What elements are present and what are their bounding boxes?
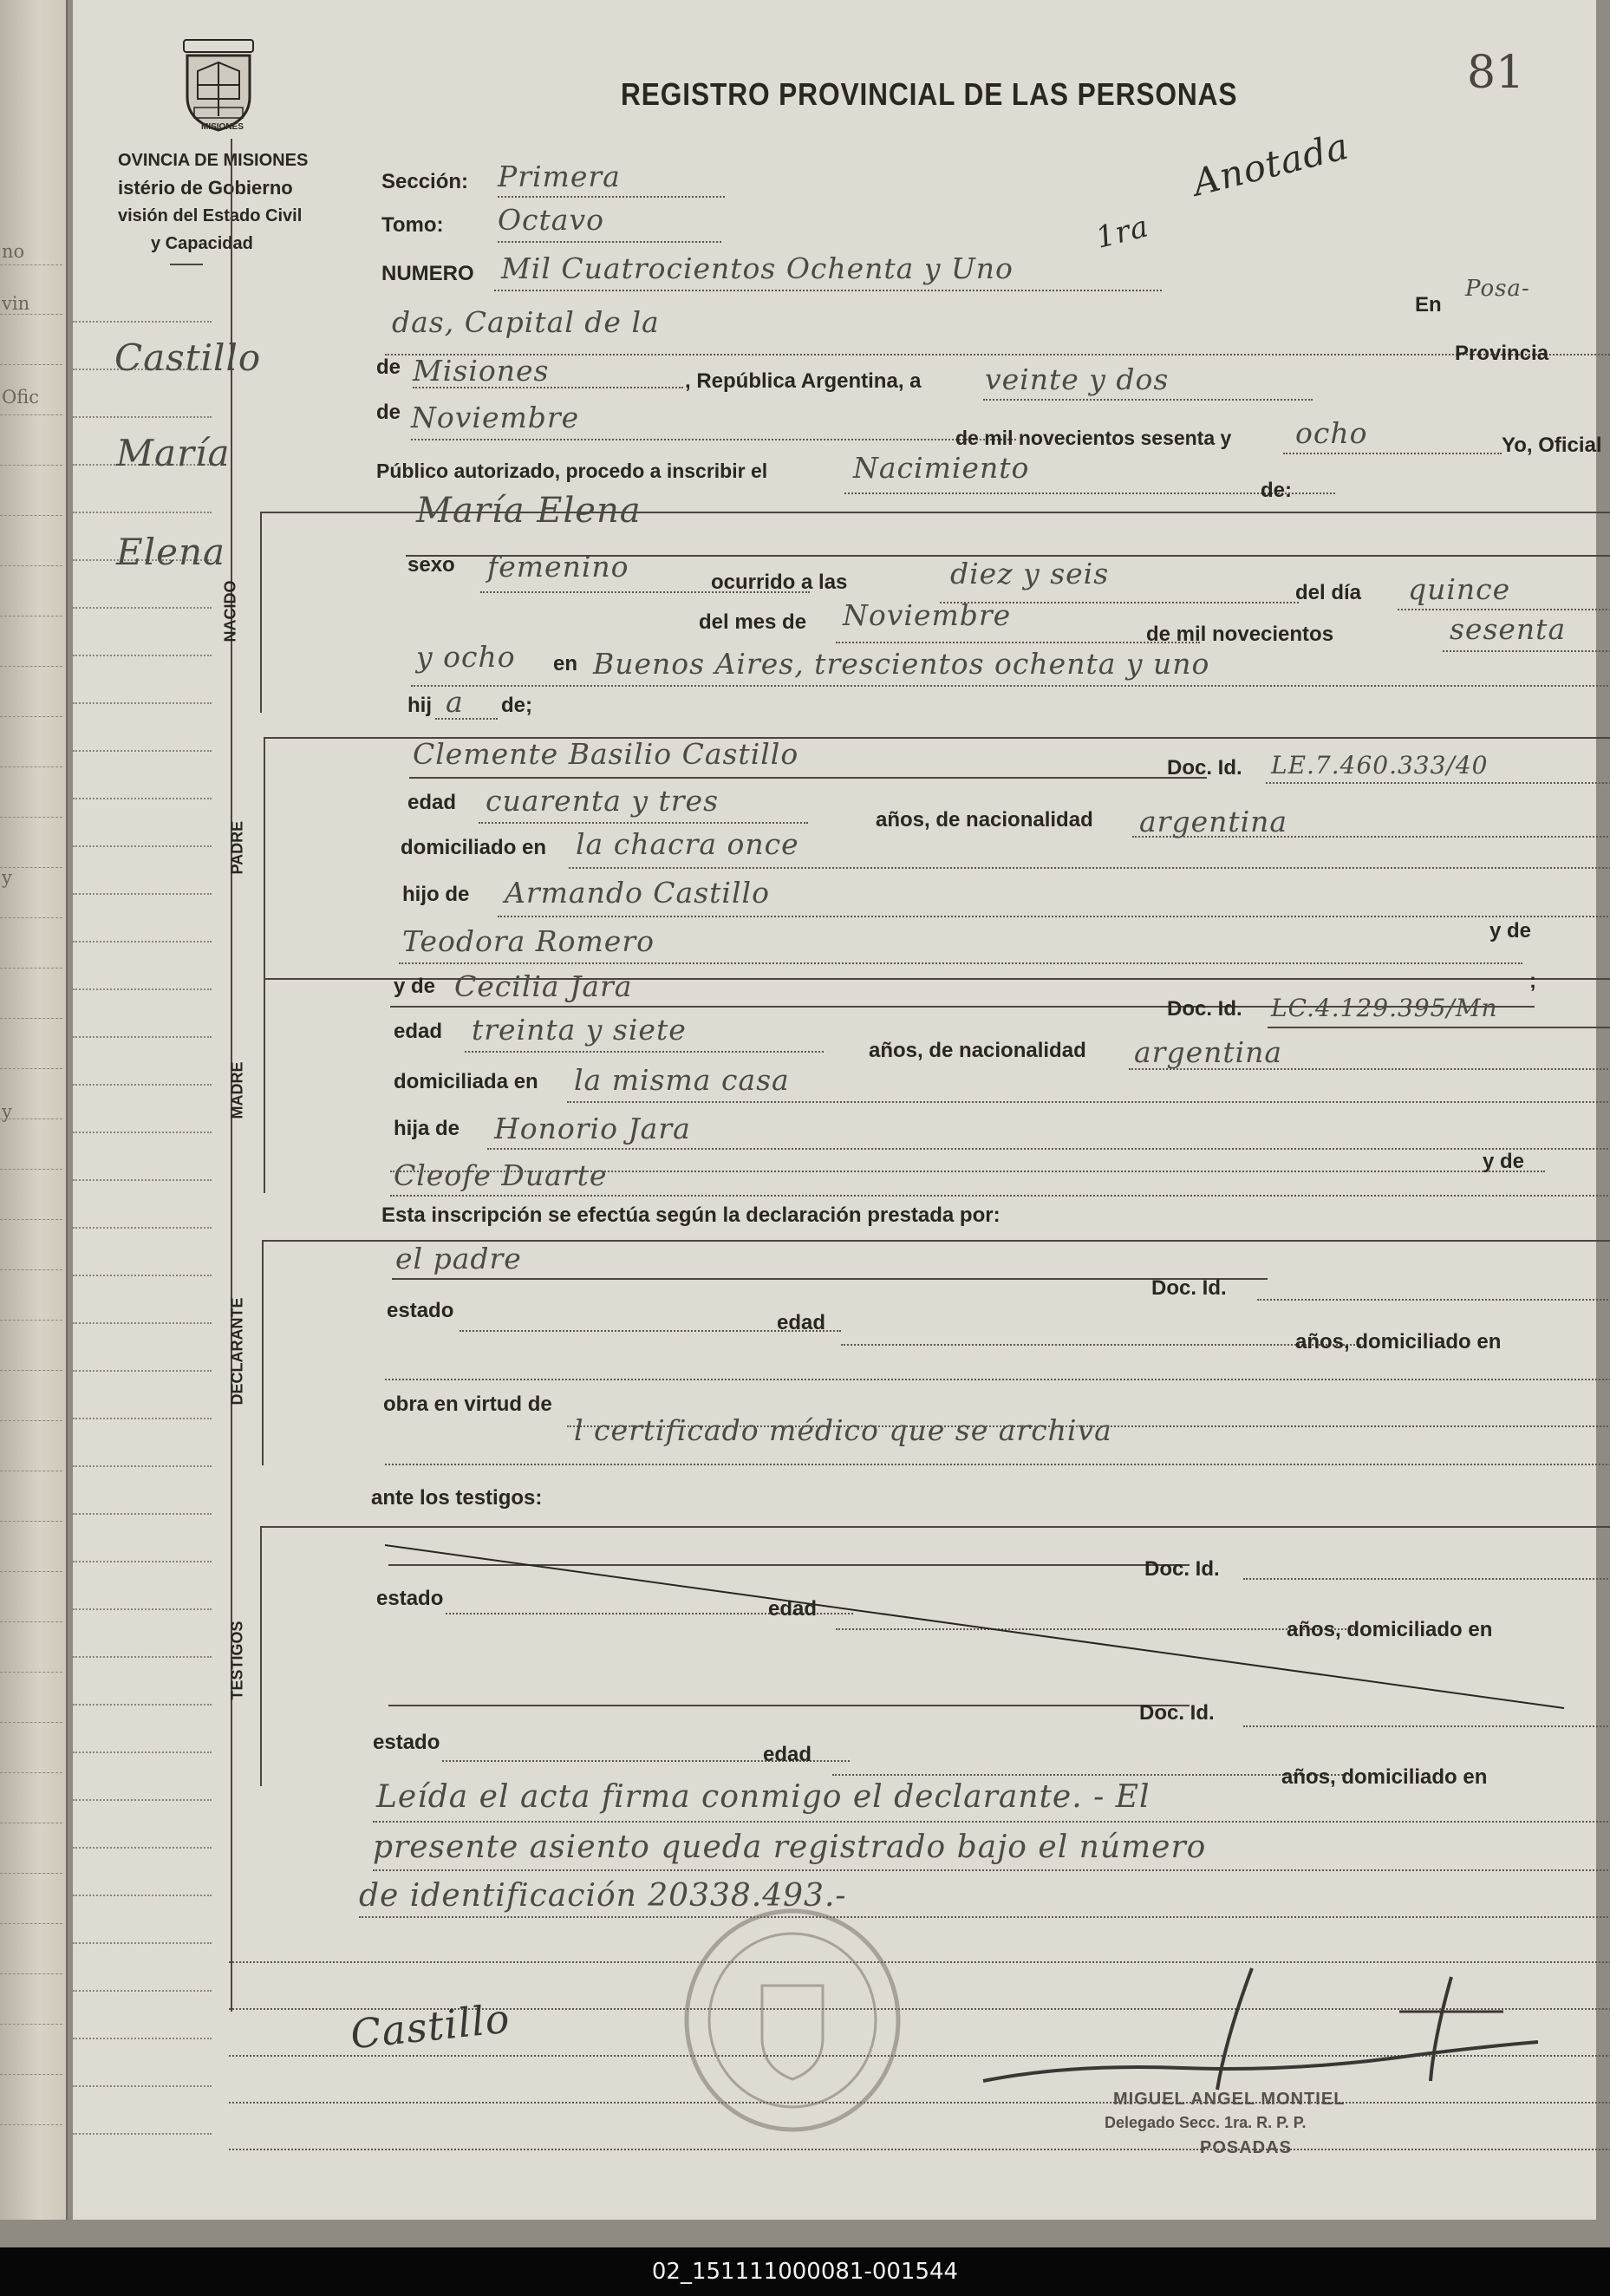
value-tomo: Octavo — [498, 203, 604, 237]
annotation-prefix: 1ra — [1092, 209, 1153, 256]
value-padre-nombre: Clemente Basilio Castillo — [413, 737, 799, 771]
org-line-4: y Capacidad — [151, 234, 253, 253]
annotation-anotada: Anotada — [1188, 124, 1353, 205]
value-fecha-mes: Noviembre — [411, 401, 580, 434]
value-en-cont: das, Capital de la — [392, 305, 660, 339]
label-seccion: Sección: — [381, 170, 469, 193]
label-test1-edad: edad — [768, 1597, 818, 1621]
label-y-de-3: y de — [1483, 1150, 1525, 1173]
officer-title: Delegado Secc. 1ra. R. P. P. — [1105, 2114, 1307, 2131]
value-madre-edad: treinta y siete — [472, 1013, 687, 1047]
label-madre-edad: edad — [394, 1020, 443, 1043]
value-numero: Mil Cuatrocientos Ochenta y Uno — [501, 251, 1014, 285]
label-hija-de: hija de — [394, 1117, 460, 1140]
value-padre-padre: Armando Castillo — [505, 876, 770, 910]
image-id-footer: 02_151111000081-001544 — [0, 2247, 1610, 2296]
note-line-1: Leída el acta firma conmigo el declarante. - El — [376, 1779, 1150, 1815]
label-en: En — [1415, 293, 1442, 316]
value-acto: Nacimiento — [853, 451, 1030, 485]
label-madre-dom: domiciliada en — [394, 1070, 538, 1093]
section-label-padre: PADRE — [228, 820, 246, 875]
label-sexo: sexo — [407, 553, 455, 577]
margin-surname: Castillo — [114, 336, 262, 379]
label-y-de-1: y de — [1489, 919, 1532, 943]
org-line-1: OVINCIA DE MISIONES — [118, 151, 309, 170]
value-fecha-anio: ocho — [1295, 416, 1368, 450]
label-de-2: de — [376, 401, 401, 424]
officer-name: MIGUEL ANGEL MONTIEL — [1113, 2090, 1346, 2109]
label-test2-anos: años, domiciliado en — [1281, 1765, 1488, 1789]
label-decl-doc: Doc. Id. — [1151, 1276, 1227, 1300]
label-test1-anos: años, domiciliado en — [1287, 1618, 1493, 1641]
record-page — [73, 0, 1602, 2220]
value-sexo: femenino — [487, 550, 629, 584]
label-test2-doc: Doc. Id. — [1139, 1701, 1215, 1725]
page-number: 81 — [1467, 47, 1525, 99]
value-padre-nac: argentina — [1139, 805, 1288, 838]
org-line-3: visión del Estado Civil — [118, 206, 303, 225]
label-provincia: Provincia — [1455, 342, 1549, 365]
value-hora: diez y seis — [950, 557, 1110, 590]
label-decl-estado: estado — [387, 1299, 454, 1322]
value-nombre: María Elena — [416, 491, 642, 531]
section-label-madre: MADRE — [228, 1061, 246, 1119]
label-test1-doc: Doc. Id. — [1144, 1557, 1220, 1581]
label-padre-nac: años, de nacionalidad — [876, 808, 1093, 832]
label-ocurrido: ocurrido a las — [711, 571, 848, 594]
note-line-2: presente asiento queda registrado bajo el número — [373, 1830, 1207, 1865]
value-provincia: Misiones — [413, 354, 550, 388]
value-mes: Noviembre — [843, 598, 1012, 632]
value-en: Posa- — [1465, 276, 1530, 302]
left-page-word: y — [2, 867, 12, 888]
label-republica: , República Argentina, a — [685, 369, 922, 393]
value-declarante: el padre — [395, 1242, 522, 1275]
label-padre-doc: Doc. Id. — [1167, 756, 1242, 779]
label-testigos: ante los testigos: — [371, 1486, 543, 1510]
value-padre-edad: cuarenta y tres — [486, 784, 720, 818]
label-hijo-de: hijo de — [402, 883, 470, 906]
label-test2-edad: edad — [763, 1743, 812, 1766]
label-del-mes: del mes de — [699, 610, 807, 634]
label-de-mil: de mil novecientos sesenta y — [955, 427, 1232, 449]
margin-name-2: Elena — [116, 531, 226, 573]
note-line-3: de identificación 20338.493.- — [359, 1878, 847, 1914]
provincial-coat-of-arms-icon — [175, 36, 262, 134]
label-en-lugar: en — [553, 652, 578, 675]
org-line-2: istério de Gobierno — [118, 177, 293, 199]
margin-name-1: María — [116, 432, 231, 474]
value-madre-padre: Honorio Jara — [494, 1112, 691, 1145]
officer-place: POSADAS — [1200, 2138, 1292, 2157]
label-test1-estado: estado — [376, 1587, 444, 1610]
strike-line — [385, 1543, 1599, 1717]
value-padre-doc: LE.7.460.333/40 — [1271, 751, 1489, 779]
label-obra: obra en virtud de — [383, 1393, 552, 1416]
value-anio-b: y ocho — [416, 640, 516, 674]
section-label-declarante: DECLARANTE — [228, 1297, 246, 1406]
label-inscripcion: Esta inscripción se efectúa según la declaración prestada por: — [381, 1203, 1001, 1227]
value-madre-nac: argentina — [1134, 1035, 1283, 1069]
label-madre-doc: Doc. Id. — [1167, 997, 1242, 1021]
seal-caption: MISIONES — [201, 122, 244, 132]
label-de-1: de — [376, 355, 401, 379]
value-dia: quince — [1408, 572, 1511, 606]
label-de-semi: de; — [501, 694, 532, 717]
label-numero: NUMERO — [381, 262, 474, 285]
label-y-de-semi: ; — [1529, 969, 1536, 993]
section-label-testigos: TESTIGOS — [228, 1621, 246, 1700]
label-tomo: Tomo: — [381, 213, 444, 237]
label-decl-anos: años, domiciliado en — [1295, 1330, 1502, 1353]
label-del-dia: del día — [1295, 581, 1362, 604]
label-test2-estado: estado — [373, 1731, 440, 1754]
margin-ruled-lines — [73, 0, 212, 2220]
value-hij-suffix: a — [446, 685, 464, 719]
left-page-word: y — [2, 1101, 12, 1122]
label-decl-edad: edad — [777, 1311, 826, 1334]
value-padre-madre: Teodora Romero — [402, 924, 655, 958]
value-madre-madre: Cleofe Duarte — [394, 1158, 608, 1192]
left-page-word: vin — [2, 293, 30, 314]
label-y-de-2: y de — [394, 975, 436, 998]
value-anio-a: sesenta — [1450, 612, 1567, 646]
label-yo-oficial: Yo, Oficial — [1502, 434, 1602, 457]
document-title: REGISTRO PROVINCIAL DE LAS PERSONAS — [621, 76, 1238, 112]
label-hij: hij — [407, 694, 432, 717]
label-madre-nac: años, de nacionalidad — [869, 1039, 1086, 1062]
label-padre-dom: domiciliado en — [401, 836, 547, 859]
value-padre-dom: la chacra once — [576, 827, 799, 861]
label-publico: Público autorizado, procedo a inscribir el — [376, 460, 768, 482]
label-padre-edad: edad — [407, 791, 457, 814]
left-page-word: no — [2, 241, 25, 262]
left-page-word: Ofic — [2, 387, 39, 408]
label-de-mil-nov: de mil novecientos — [1146, 623, 1334, 646]
declarante-signature: Castillo — [348, 1994, 512, 2058]
value-lugar: Buenos Aires, trescientos ochenta y uno — [593, 647, 1210, 681]
label-de-colon: de: — [1261, 479, 1292, 502]
value-fecha-dia: veinte y dos — [985, 362, 1170, 396]
adjacent-page — [0, 0, 68, 2220]
value-obra: l certificado médico que se archiva — [574, 1413, 1112, 1447]
value-madre-dom: la misma casa — [574, 1063, 790, 1097]
official-stamp-seal — [680, 1908, 905, 2133]
section-label-nacido: NACIDO — [221, 580, 239, 642]
value-seccion: Primera — [498, 160, 621, 193]
value-madre-doc: LC.4.129.395/Mn — [1271, 994, 1498, 1022]
value-madre-nombre: Cecilia Jara — [454, 969, 633, 1003]
